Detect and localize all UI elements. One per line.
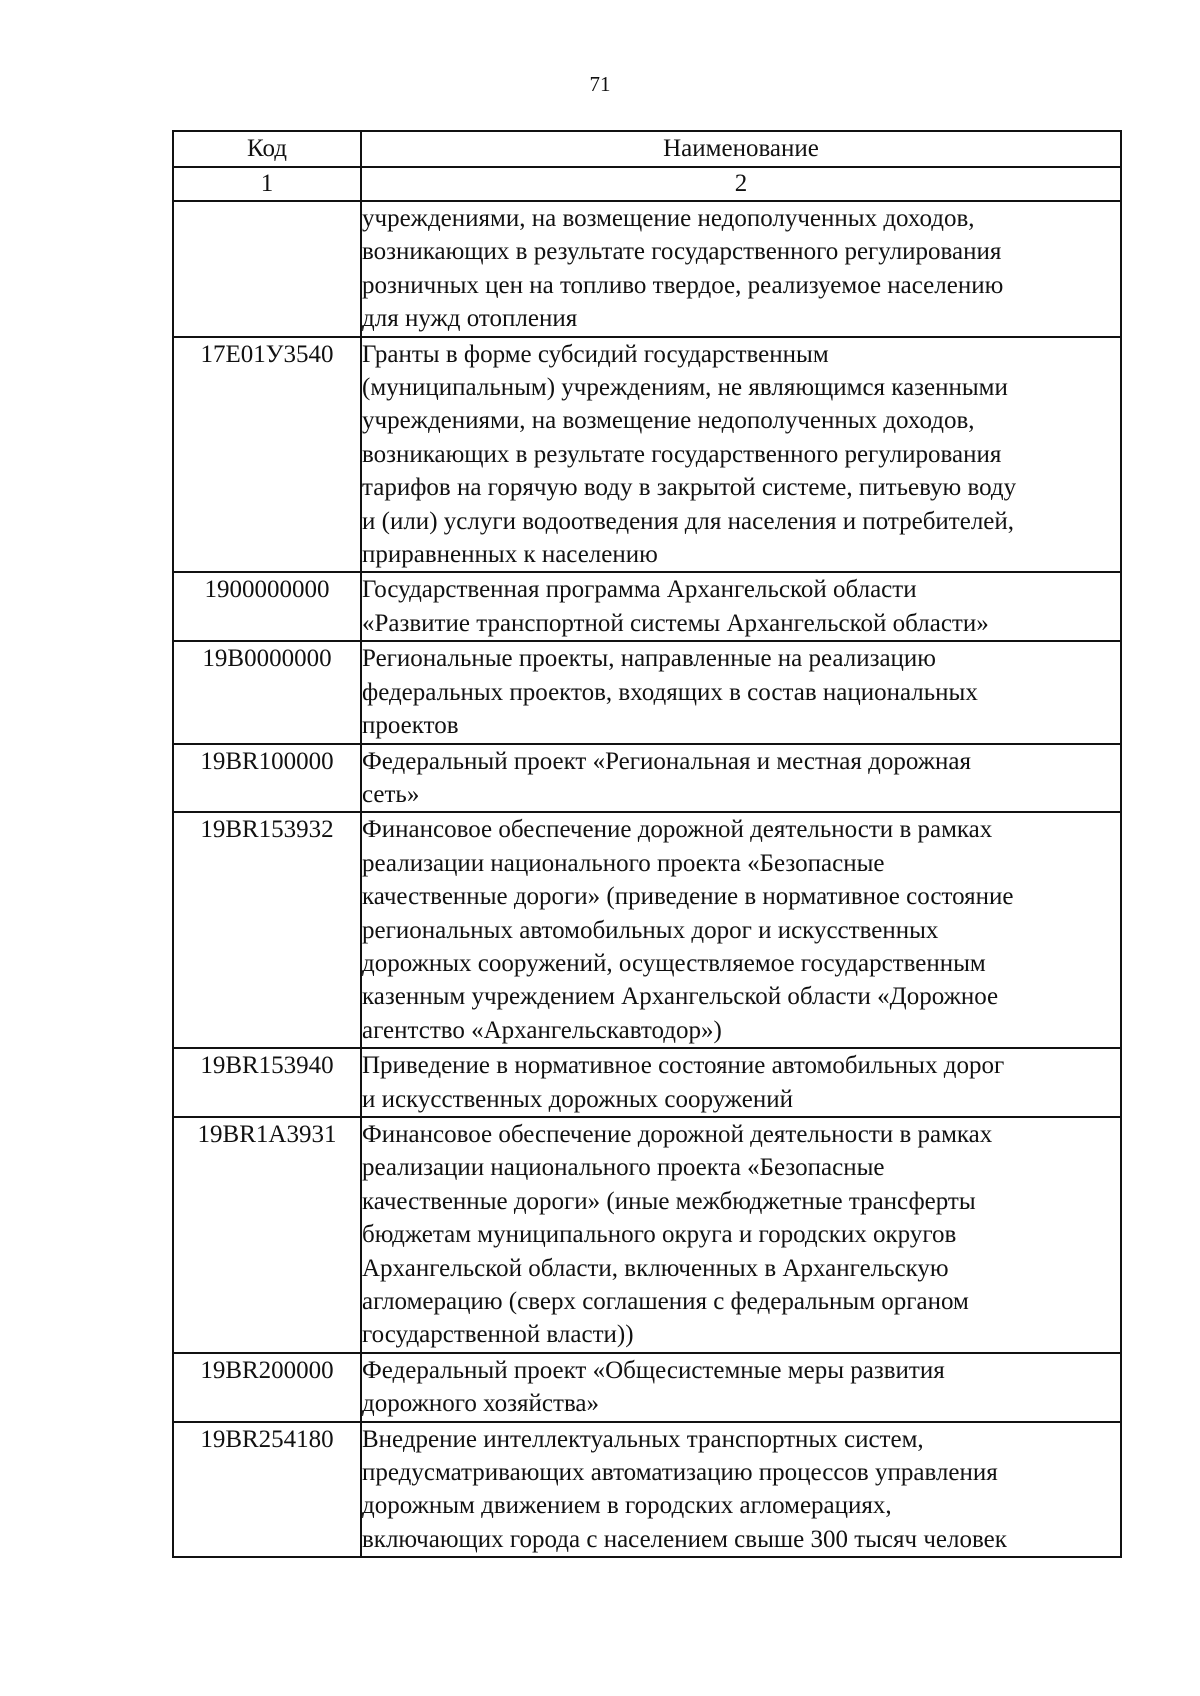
row-code: 19В0000000: [173, 641, 361, 743]
row-name: [361, 1048, 1121, 1117]
row-name-line: возникающих в результате государственного регулирования: [362, 238, 1002, 266]
row-name-line: казенным учреждением Архангельской области «Дорожное: [362, 983, 999, 1011]
row-name-line: реализации национального проекта «Безопасные: [362, 1154, 885, 1182]
row-name-line: и искусственных дорожных сооружений: [362, 1085, 793, 1113]
row-name: [361, 744, 1121, 813]
row-name-line: Государственная программа Архангельской области: [362, 576, 917, 604]
row-name-line: качественные дороги» (иные межбюджетные трансферты: [362, 1187, 976, 1215]
row-name-line: Внедрение интеллектуальных транспортных систем,: [362, 1425, 924, 1453]
row-name-line: и (или) услуги водоотведения для населения и потребителей,: [362, 507, 1015, 535]
row-name: [361, 1422, 1121, 1558]
row-code: 19BR153932: [173, 812, 361, 1048]
table-body: [173, 201, 1121, 1557]
row-name-line: «Развитие транспортной системы Архангельской области»: [362, 609, 989, 637]
row-code: 17Е01У3540: [173, 337, 361, 573]
row-name-line: Приведение в нормативное состояние автомобильных дорог: [362, 1052, 1005, 1080]
row-name-line: федеральных проектов, входящих в состав национальных: [362, 678, 978, 706]
row-code: 19BR1A3931: [173, 1117, 361, 1353]
row-name-line: дорожным движением в городских агломерациях,: [362, 1492, 892, 1520]
row-name-line: Финансовое обеспечение дорожной деятельности в рамках: [362, 1120, 993, 1148]
row-name: [361, 337, 1121, 573]
row-name-line: приравненных к населению: [362, 541, 658, 569]
row-name: [361, 1117, 1121, 1353]
row-name: [361, 812, 1121, 1048]
table-row: [173, 744, 1121, 813]
row-code: 19BR200000: [173, 1353, 361, 1422]
table-row: [173, 572, 1121, 641]
row-code: [173, 201, 361, 337]
column-number-name: 2: [361, 167, 1121, 201]
row-name-line: проектов: [362, 712, 459, 740]
table-row: [173, 641, 1121, 743]
row-name-line: государственной власти)): [362, 1321, 634, 1349]
row-name-line: качественные дороги» (приведение в нормативное состояние: [362, 883, 1014, 911]
table-row: [173, 812, 1121, 1048]
table-row: [173, 337, 1121, 573]
row-name-line: включающих города с населением свыше 300 тысяч человек: [362, 1525, 1007, 1553]
column-number-code: 1: [173, 167, 361, 201]
row-name-line: (муниципальным) учреждениям, не являющимся казенными: [362, 374, 1008, 402]
header-code: Код: [173, 131, 361, 167]
row-name-line: дорожных сооружений, осуществляемое государственным: [362, 949, 986, 977]
row-name-line: Федеральный проект «Общесистемные меры развития: [362, 1356, 945, 1384]
row-name: [361, 572, 1121, 641]
row-name-line: для нужд отопления: [362, 305, 578, 333]
row-name: [361, 201, 1121, 337]
row-name-line: предусматривающих автоматизацию процессов управления: [362, 1459, 998, 1487]
row-name-line: розничных цен на топливо твердое, реализуемое населению: [362, 271, 1004, 299]
row-name-line: агентство «Архангельскавтодор»): [362, 1016, 722, 1044]
row-name-line: бюджетам муниципального округа и городских округов: [362, 1221, 957, 1249]
row-code: 1900000000: [173, 572, 361, 641]
table-row: [173, 201, 1121, 337]
header-name: Наименование: [361, 131, 1121, 167]
header-row: [173, 131, 1121, 167]
row-code: 19BR153940: [173, 1048, 361, 1117]
row-name-line: учреждениями, на возмещение недополученных доходов,: [362, 407, 975, 435]
row-name-line: реализации национального проекта «Безопасные: [362, 849, 885, 877]
row-name-line: Финансовое обеспечение дорожной деятельности в рамках: [362, 816, 993, 844]
row-name-line: возникающих в результате государственного регулирования: [362, 440, 1002, 468]
row-name-line: Архангельской области, включенных в Архангельскую: [362, 1254, 949, 1282]
table-row: [173, 1117, 1121, 1353]
column-number-row: [173, 167, 1121, 201]
row-code: 19BR254180: [173, 1422, 361, 1558]
page-number: 71: [589, 72, 611, 96]
row-name-line: региональных автомобильных дорог и искусственных: [362, 916, 939, 944]
table-row: [173, 1422, 1121, 1558]
budget-code-table: [172, 130, 1122, 1558]
row-name-line: сеть»: [362, 780, 420, 808]
table-row: [173, 1048, 1121, 1117]
row-name: [361, 641, 1121, 743]
row-name-line: Региональные проекты, направленные на реализацию: [362, 645, 936, 673]
row-code: 19BR100000: [173, 744, 361, 813]
row-name-line: тарифов на горячую воду в закрытой системе, питьевую воду: [362, 474, 1017, 502]
row-name: [361, 1353, 1121, 1422]
row-name-line: дорожного хозяйства»: [362, 1390, 600, 1418]
table-row: [173, 1353, 1121, 1422]
row-name-line: Федеральный проект «Региональная и местная дорожная: [362, 747, 971, 775]
row-name-line: агломерацию (сверх соглашения с федеральным органом: [362, 1288, 969, 1315]
row-name-line: Гранты в форме субсидий государственным: [362, 340, 829, 368]
row-name-line: учреждениями, на возмещение недополученных доходов,: [362, 205, 975, 232]
